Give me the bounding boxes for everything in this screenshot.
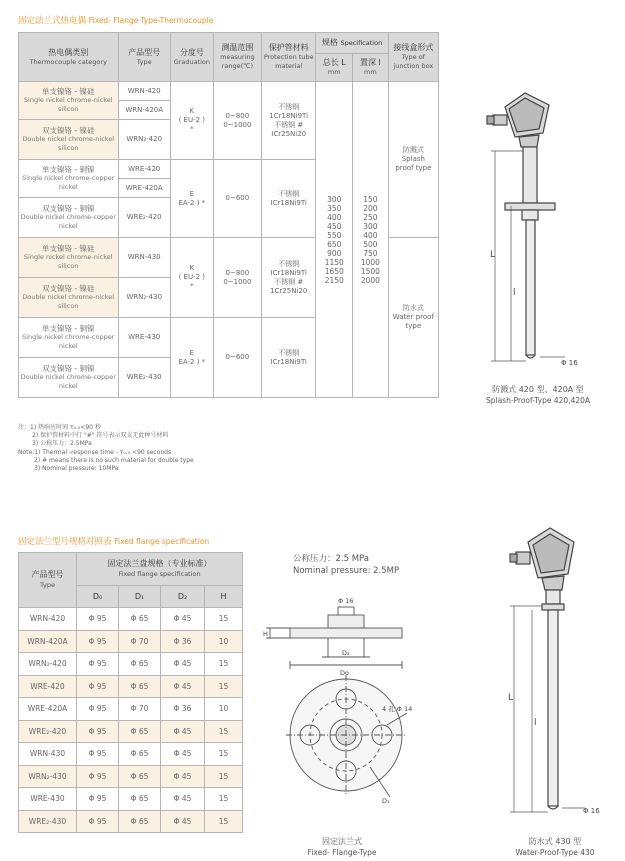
cell-type: WRN₂-430 (19, 765, 77, 788)
cell-type: WRN-420A (19, 630, 77, 653)
cell-dimension: Φ 65 (119, 675, 161, 698)
cell-dimension: 10 (205, 630, 243, 653)
table-row (19, 698, 243, 721)
label-holes: 4 孔 Φ 14 (382, 705, 413, 713)
t2-col-d2: D₂ (161, 586, 205, 608)
cell-lengths: 300 350 400 450 550 650 900 1150 1650 2150 (316, 82, 353, 398)
cell-range: 0~800 0~1000 (213, 82, 261, 160)
section-title-flange-spec: 固定法兰型号规格对照表 Fixed flange specification (18, 537, 210, 547)
cell-box-splash: 防溅式 Splash proof type (388, 82, 438, 238)
cell-graduation: E EA-2 ) * (170, 160, 213, 238)
cell-graduation: E EA-2 ) * (170, 318, 213, 398)
header-range: 测温范围 measuring range(℃) (213, 33, 261, 82)
t2-col-d1: D₁ (119, 586, 161, 608)
cell-category: 双支镍铬 - 铜镍 Double nickel chrome-copper nickel (19, 358, 119, 398)
table-row (19, 765, 243, 788)
cell-category: 单支镍铬 - 镍硅 Single nickel chrome-nickel silicon (19, 82, 119, 120)
cell-dimension: Φ 95 (77, 698, 119, 721)
cell-type: WRE₂-430 (19, 810, 77, 833)
cell-dimension: 15 (205, 675, 243, 698)
cell-dimension: Φ 45 (161, 720, 205, 743)
t2-col-h: H (205, 586, 243, 608)
nominal-pressure: 公称压力：2.5 MPa Nominal pressure: 2.5MP (293, 554, 400, 576)
cell-box-water: 防水式 Water proof type (388, 238, 438, 398)
cell-dimension: Φ 70 (119, 630, 161, 653)
cell-category: 双支镍铬 - 镍硅 Double nickel chrome-nickel silicon (19, 120, 119, 160)
label-phi16: Φ 16 (338, 597, 354, 605)
label-h: H (263, 630, 268, 638)
cell-type: WRN-420 (118, 82, 170, 101)
cell-dimension: Φ 65 (119, 765, 161, 788)
cell-dimension: Φ 95 (77, 788, 119, 811)
cell-type: WRN-430 (19, 743, 77, 766)
cell-depths: 150 200 250 300 400 500 750 1000 1500 2000 (353, 82, 389, 398)
cell-dimension: Φ 45 (161, 765, 205, 788)
cell-tube: 不锈钢 ICr18Ni9Ti (261, 160, 315, 238)
cell-dimension: Φ 95 (77, 720, 119, 743)
cell-dimension: Φ 45 (161, 788, 205, 811)
cell-dimension: Φ 45 (161, 810, 205, 833)
t2-header-spec: 固定法兰盘规格（专业标准） Fixed flange specification (77, 553, 243, 586)
cell-dimension: Φ 45 (161, 653, 205, 676)
caption-water-proof: 防水式 430 型 Water-Proof-Type 430 (515, 837, 595, 857)
dim-label-phi16: Φ 16 (561, 359, 578, 367)
cell-dimension: 15 (205, 653, 243, 676)
cell-category: 单支镍铬 - 铜镍 Single nickel chrome-copper nickel (19, 318, 119, 358)
header-tube: 保护管材料 Protection tube material (261, 33, 315, 82)
cell-tube: 不锈钢 ICr18Ni9Ti (261, 318, 315, 398)
table-row (19, 653, 243, 676)
cell-type: WRN₂-420 (19, 653, 77, 676)
table-row (19, 675, 243, 698)
cell-dimension: Φ 95 (77, 653, 119, 676)
cell-dimension: Φ 95 (77, 630, 119, 653)
cell-type: WRE-420 (118, 160, 170, 179)
cell-dimension: Φ 70 (119, 698, 161, 721)
table-row (19, 608, 243, 631)
thermocouple-spec-table (18, 32, 439, 398)
cell-type: WRN₂-420 (118, 120, 170, 160)
dim-label-l-water: l (534, 718, 537, 728)
t2-header-type: 产品型号 Type (19, 553, 77, 608)
cell-dimension: Φ 65 (119, 653, 161, 676)
t2-col-d0: D₀ (77, 586, 119, 608)
cell-type: WRE-430 (19, 788, 77, 811)
cell-dimension: Φ 45 (161, 743, 205, 766)
label-d1: D₁ (382, 797, 390, 805)
cell-type: WRE-430 (118, 318, 170, 358)
header-graduation: 分度号 Graduation (170, 33, 213, 82)
cell-dimension: Φ 95 (77, 743, 119, 766)
splash-proof-drawing (465, 85, 605, 385)
flange-spec-table (18, 552, 243, 833)
header-category: 热电偶类别 Thermocouple category (19, 33, 119, 82)
cell-category: 双支镍铬 - 镍硅 Double nickel chrome-nickel silicon (19, 278, 119, 318)
table-row (19, 788, 243, 811)
cell-category: 单支镍铬 - 镍硅 Single nickel chrome-nickel silicon (19, 238, 119, 278)
label-d0: Do (340, 669, 349, 677)
cell-type: WRE-420 (19, 675, 77, 698)
cell-type: WRN-420A (118, 101, 170, 120)
cell-dimension: Φ 65 (119, 720, 161, 743)
header-depth: 置深 l mm (353, 54, 389, 82)
section-title-thermocouple: 固定法兰式热电偶 Fixed- Flange-Type-Thermocouple (18, 16, 214, 26)
cell-range: 0~600 (213, 160, 261, 238)
cell-type: WRN-430 (118, 238, 170, 278)
cell-range: 0~800 0~1000 (213, 238, 261, 318)
dim-label-phi16-water: Φ 16 (583, 807, 600, 815)
table-row (19, 810, 243, 833)
cell-type: WRE₂-430 (118, 358, 170, 398)
cell-dimension: Φ 45 (161, 675, 205, 698)
cell-dimension: Φ 95 (77, 675, 119, 698)
cell-graduation: K ( EU-2 ) * (170, 238, 213, 318)
notes: 注：1) 热响应时间 τ₀.₅<90 秒 2) 保护管材料中打 "#" 符号表示双支无此种号材料 3) 公称压力：2.5MPa Note:1) Thermal -response time - τ₀.₅ <90 seconds 2) # means there is no such material for double type 3) Nominal pressure: 10MPa (18, 424, 194, 473)
water-proof-drawing (490, 520, 615, 830)
cell-dimension: Φ 95 (77, 810, 119, 833)
cell-dimension: 15 (205, 765, 243, 788)
label-d2: D₂ (342, 649, 350, 657)
cell-tube: 不锈钢 ICr18Ni9Ti 不锈钢 # 1Cr25Ni20 (261, 238, 315, 318)
cell-category: 单支镍铬 - 铜镍 Single nickel chrome-copper nickel (19, 160, 119, 198)
cell-dimension: 15 (205, 810, 243, 833)
cell-dimension: Φ 65 (119, 810, 161, 833)
cell-type: WRN-420 (19, 608, 77, 631)
cell-dimension: Φ 95 (77, 608, 119, 631)
cell-dimension: 15 (205, 608, 243, 631)
dim-label-L-water: L (508, 693, 514, 703)
header-box: 接线盒形式 Type of junction box (388, 33, 438, 82)
cell-dimension: 15 (205, 720, 243, 743)
cell-dimension: Φ 65 (119, 743, 161, 766)
cell-range: 0~600 (213, 318, 261, 398)
cell-dimension: 10 (205, 698, 243, 721)
cell-type: WRE-420A (118, 179, 170, 198)
header-length: 总长 L mm (316, 54, 353, 82)
cell-type: WRE₂-420 (19, 720, 77, 743)
cell-dimension: Φ 36 (161, 698, 205, 721)
table-row (19, 82, 439, 101)
table-row (19, 720, 243, 743)
header-type: 产品型号 Type (118, 33, 170, 82)
cell-category: 双支镍铬 - 铜镍 Double nickel chrome-copper nickel (19, 198, 119, 238)
header-spec: 规格 Specification (316, 33, 388, 54)
cell-tube: 不锈钢 1Cr18Ni9Ti 不锈钢 # ICr25Ni20 (261, 82, 315, 160)
cell-type: WRE-420A (19, 698, 77, 721)
flange-drawing (262, 585, 427, 825)
cell-type: WRN₂-430 (118, 278, 170, 318)
cell-dimension: Φ 36 (161, 630, 205, 653)
cell-graduation: K ( EU-2 ) * (170, 82, 213, 160)
cell-type: WRE₂-420 (118, 198, 170, 238)
table-row (19, 743, 243, 766)
table-row (19, 630, 243, 653)
dim-label-L: L (490, 250, 496, 260)
caption-splash-proof: 防溅式 420 型、420A 型 Splash-Proof-Type 420,420A (485, 385, 591, 405)
dim-label-l: l (513, 288, 516, 298)
cell-dimension: Φ 65 (119, 608, 161, 631)
cell-dimension: 15 (205, 788, 243, 811)
cell-dimension: Φ 65 (119, 788, 161, 811)
cell-dimension: Φ 45 (161, 608, 205, 631)
cell-dimension: Φ 95 (77, 765, 119, 788)
cell-dimension: 15 (205, 743, 243, 766)
caption-flange: 固定法兰式 Fixed- Flange-Type (307, 837, 377, 857)
